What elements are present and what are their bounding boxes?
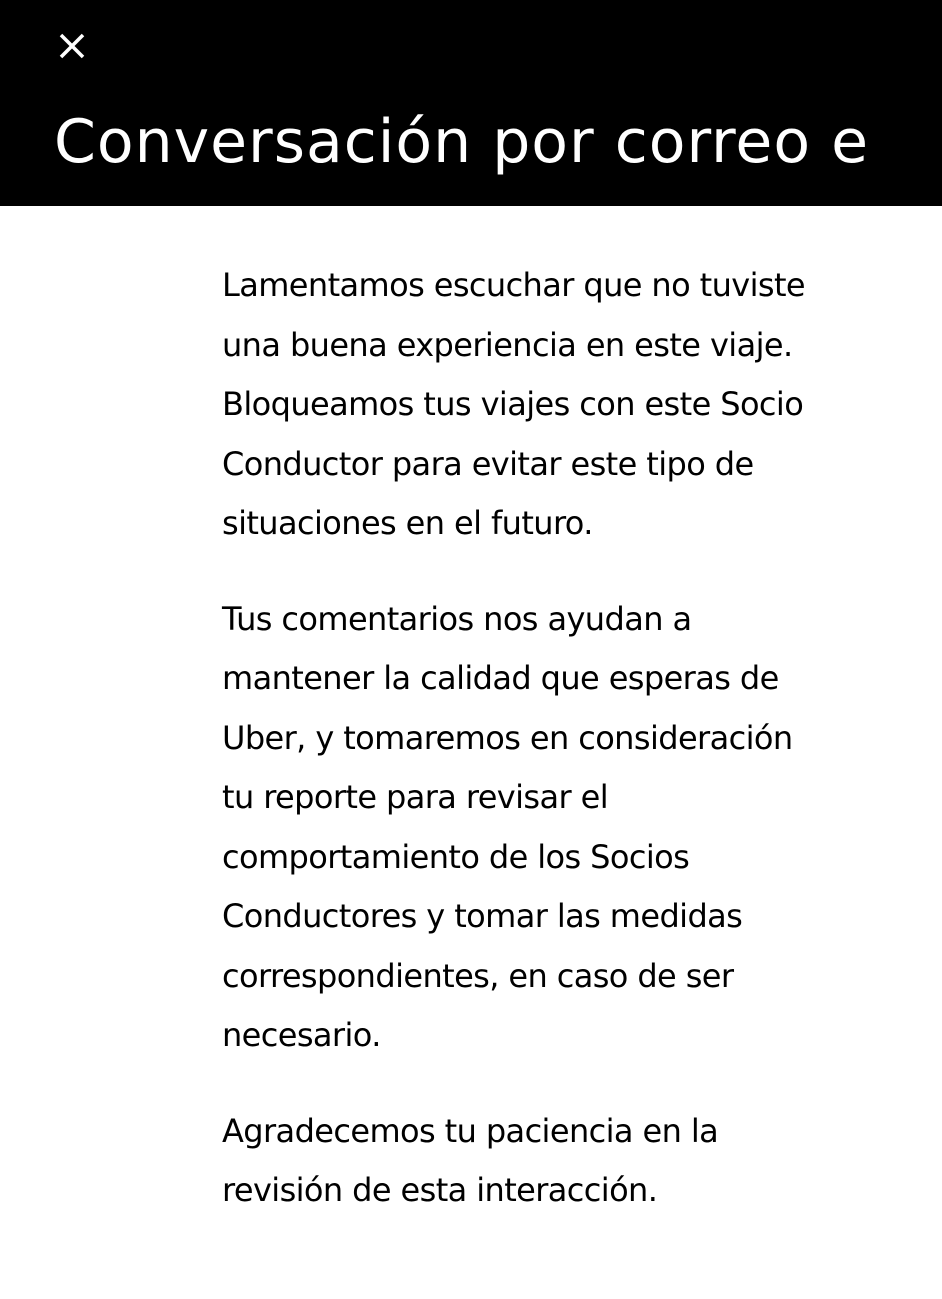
close-icon (58, 32, 86, 60)
message-paragraph-1: Lamentamos escuchar que no tuviste una buena experiencia en este viaje. Bloqueamos tus viajes con este Socio Conductor para evitar este tipo de situaciones en el futuro. (222, 266, 806, 542)
page-title: Conversación por correo e (54, 107, 870, 177)
header-bar (0, 0, 942, 206)
close-button[interactable] (50, 24, 94, 68)
message-paragraph-2: Tus comentarios nos ayudan a mantener la calidad que esperas de Uber, y tomaremos en consideración tu reporte para revisar el comportamiento de los Socios Conductores y tomar las medidas correspondientes, en caso de ser necesario. (222, 599, 793, 1054)
message-body (222, 256, 902, 1257)
message-paragraph-3: Agradecemos tu paciencia en la revisión de esta interacción. (222, 1111, 719, 1209)
